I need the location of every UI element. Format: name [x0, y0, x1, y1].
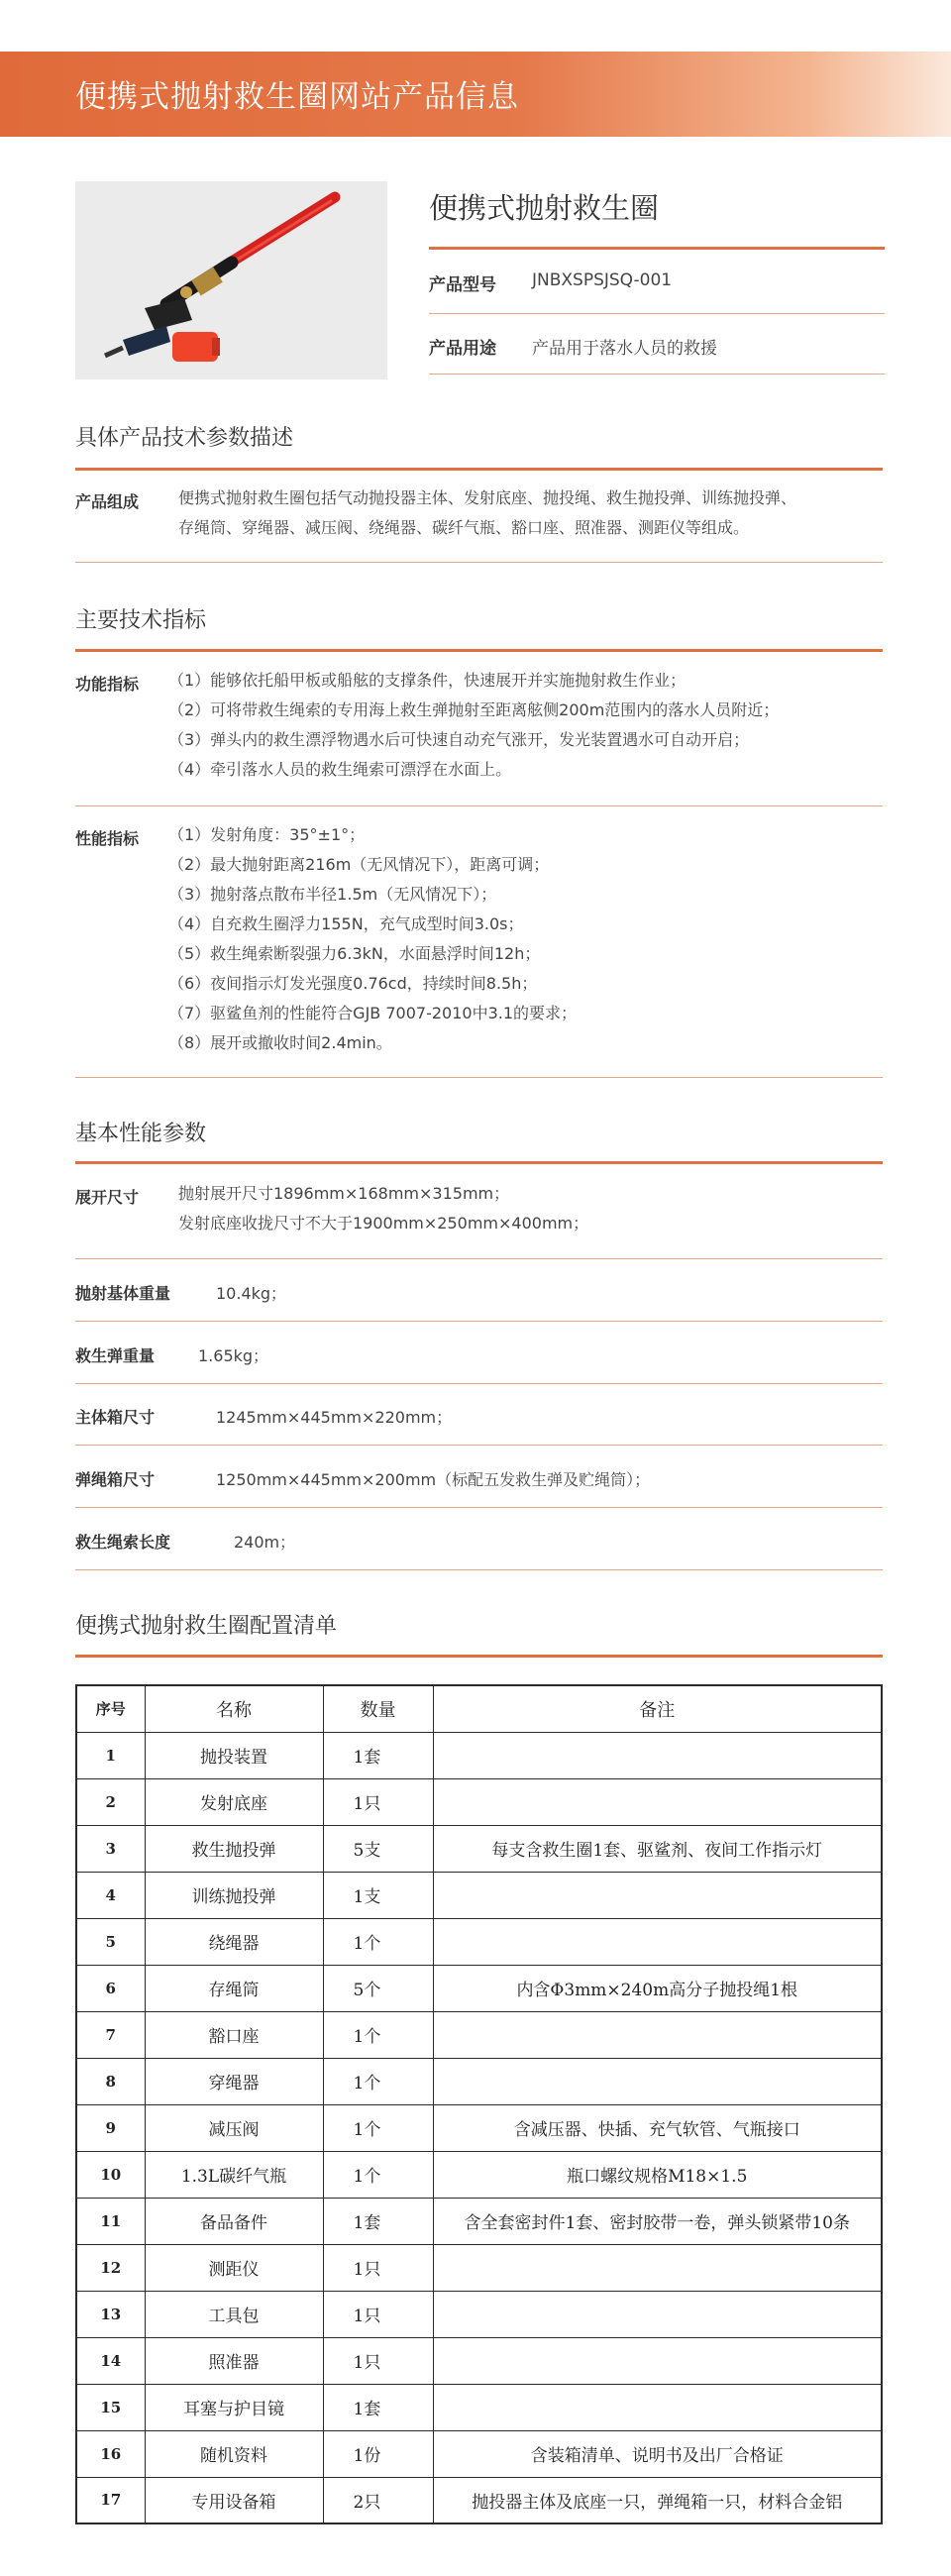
cell-name: 1.3L碳纤气瓶 — [145, 2151, 323, 2198]
product-name: 便携式抛射救生圈 — [429, 191, 660, 225]
section-divider — [75, 649, 883, 652]
performance-label: 性能指标 — [75, 829, 140, 848]
projectile-weight-value: 1.65kg； — [198, 1346, 269, 1365]
table-row — [76, 2104, 882, 2151]
section-divider — [75, 1655, 883, 1658]
composition-line: 便携式抛射救生圈包括气动抛投器主体、发射底座、抛投绳、救生抛投弹、训练抛投弹、 — [178, 488, 797, 507]
cell-name: 训练抛投弹 — [145, 1872, 323, 1918]
cell-name: 存绳筒 — [145, 1965, 323, 2011]
model-label: 产品型号 — [429, 275, 496, 295]
main-box-value: 1245mm×445mm×220mm； — [216, 1408, 453, 1427]
divider — [75, 1258, 883, 1259]
divider — [75, 562, 883, 563]
cell-index: 12 — [76, 2244, 145, 2291]
header-index: 序号 — [76, 1685, 145, 1732]
cell-index: 17 — [76, 2477, 145, 2523]
cell-index: 14 — [76, 2337, 145, 2384]
banner-title: 便携式抛射救生圈网站产品信息 — [75, 79, 519, 115]
cell-name: 照准器 — [145, 2337, 323, 2384]
cell-quantity: 1个 — [323, 2011, 433, 2058]
model-value: JNBXSPSJSQ-001 — [532, 270, 673, 290]
table-header-row — [76, 1685, 882, 1732]
cell-name: 抛投装置 — [145, 1732, 323, 1778]
section-divider — [75, 1161, 883, 1164]
deploy-line: 发射底座收拢尺寸不大于1900mm×250mm×400mm； — [178, 1214, 589, 1233]
table-row — [76, 2430, 882, 2477]
cell-quantity: 5个 — [323, 1965, 433, 2011]
basic-section-title: 基本性能参数 — [75, 1122, 207, 1146]
cell-name: 绕绳器 — [145, 1918, 323, 1965]
cell-name: 救生抛投弹 — [145, 1825, 323, 1872]
cell-remarks — [433, 1732, 882, 1778]
cell-quantity: 1个 — [323, 2151, 433, 2198]
cell-remarks — [433, 2058, 882, 2104]
rope-box-value: 1250mm×445mm×200mm（标配五发救生弹及贮绳筒）； — [216, 1470, 651, 1489]
table-row — [76, 1732, 882, 1778]
header-remarks: 备注 — [433, 1685, 882, 1732]
function-label: 功能指标 — [75, 675, 140, 694]
cell-remarks: 每支含救生圈1套、驱鲨剂、夜间工作指示灯 — [433, 1825, 882, 1872]
section-divider — [75, 468, 883, 471]
config-section-title: 便携式抛射救生圈配置清单 — [75, 1614, 338, 1639]
cell-quantity: 1个 — [323, 2104, 433, 2151]
table-row — [76, 2198, 882, 2244]
rope-length-label: 救生绳索长度 — [75, 1533, 171, 1552]
cell-quantity: 5支 — [323, 1825, 433, 1872]
cell-index: 13 — [76, 2291, 145, 2337]
cell-index: 7 — [76, 2011, 145, 2058]
cell-remarks — [433, 2384, 882, 2430]
cell-name: 工具包 — [145, 2291, 323, 2337]
cell-quantity: 1套 — [323, 2198, 433, 2244]
cell-remarks: 含装箱清单、说明书及出厂合格证 — [433, 2430, 882, 2477]
cell-quantity: 1套 — [323, 2384, 433, 2430]
cell-quantity: 1只 — [323, 2337, 433, 2384]
divider — [429, 374, 885, 375]
performance-item: （1）发射角度：35°±1°； — [168, 825, 366, 844]
cell-index: 9 — [76, 2104, 145, 2151]
function-item: （4）牵引落水人员的救生绳索可漂浮在水面上。 — [168, 760, 512, 779]
cell-name: 减压阀 — [145, 2104, 323, 2151]
cell-name: 耳塞与护目镜 — [145, 2384, 323, 2430]
cell-index: 1 — [76, 1732, 145, 1778]
table-row — [76, 2477, 882, 2523]
use-value: 产品用于落水人员的救援 — [532, 339, 717, 359]
performance-item: （5）救生绳索断裂强力6.3kN，水面悬浮时间12h； — [168, 944, 541, 963]
function-list — [168, 666, 779, 785]
deploy-line: 抛射展开尺寸1896mm×168mm×315mm； — [178, 1184, 510, 1203]
performance-item: （4）自充救生圈浮力155N，充气成型时间3.0s； — [168, 914, 524, 933]
cell-remarks — [433, 1872, 882, 1918]
cell-index: 6 — [76, 1965, 145, 2011]
cell-name: 专用设备箱 — [145, 2477, 323, 2523]
performance-item: （3）抛射落点散布半径1.5m（无风情况下）； — [168, 885, 497, 904]
cell-quantity: 1支 — [323, 1872, 433, 1918]
product-image — [75, 181, 387, 379]
table-row — [76, 1872, 882, 1918]
divider — [75, 1321, 883, 1322]
divider — [75, 1445, 883, 1446]
divider — [429, 313, 885, 314]
composition-line: 存绳筒、穿绳器、减压阀、绕绳器、碳纤气瓶、豁口座、照准器、测距仪等组成。 — [178, 518, 750, 537]
cell-name: 发射底座 — [145, 1778, 323, 1825]
header-quantity: 数量 — [323, 1685, 433, 1732]
table-row — [76, 1825, 882, 1872]
deploy-label: 展开尺寸 — [75, 1188, 140, 1207]
table-row — [76, 1778, 882, 1825]
cell-remarks — [433, 2291, 882, 2337]
rope-box-label: 弹绳箱尺寸 — [75, 1470, 156, 1489]
table-row — [76, 2244, 882, 2291]
cell-remarks — [433, 2011, 882, 2058]
cell-index: 4 — [76, 1872, 145, 1918]
cell-quantity: 1个 — [323, 2058, 433, 2104]
function-item: （2）可将带救生绳索的专用海上救生弹抛射至距离舷侧200m范围内的落水人员附近； — [168, 700, 780, 719]
deploy-text — [178, 1179, 588, 1238]
projectile-weight-label: 救生弹重量 — [75, 1346, 156, 1365]
cell-quantity: 2只 — [323, 2477, 433, 2523]
table-row — [76, 2291, 882, 2337]
cell-index: 16 — [76, 2430, 145, 2477]
performance-item: （7）驱鲨鱼剂的性能符合GJB 7007-2010中3.1的要求； — [168, 1004, 578, 1022]
cell-remarks — [433, 1778, 882, 1825]
cell-index: 2 — [76, 1778, 145, 1825]
cell-name: 备品备件 — [145, 2198, 323, 2244]
cell-remarks — [433, 1918, 882, 1965]
table-row — [76, 2058, 882, 2104]
performance-item: （6）夜间指示灯发光强度0.76cd，持续时间8.5h； — [168, 974, 538, 993]
launcher-illustration — [75, 181, 387, 379]
cell-quantity: 1只 — [323, 1778, 433, 1825]
config-table-body — [76, 1732, 882, 2523]
use-label: 产品用途 — [429, 339, 496, 359]
table-row — [76, 2337, 882, 2384]
cell-name: 豁口座 — [145, 2011, 323, 2058]
config-table — [75, 1684, 883, 2524]
performance-item: （2）最大抛射距离216m（无风情况下），距离可调； — [168, 855, 550, 874]
cell-remarks — [433, 2337, 882, 2384]
tech-section-title: 具体产品技术参数描述 — [75, 426, 294, 451]
divider — [75, 1077, 883, 1078]
divider — [75, 1383, 883, 1384]
title-divider — [429, 247, 885, 250]
table-row — [76, 1918, 882, 1965]
cell-name: 穿绳器 — [145, 2058, 323, 2104]
table-row — [76, 2151, 882, 2198]
cell-remarks: 瓶口螺纹规格M18×1.5 — [433, 2151, 882, 2198]
cell-index: 3 — [76, 1825, 145, 1872]
cell-remarks — [433, 2244, 882, 2291]
base-weight-label: 抛射基体重量 — [75, 1284, 171, 1303]
cell-index: 15 — [76, 2384, 145, 2430]
indicators-section-title: 主要技术指标 — [75, 608, 207, 633]
table-row — [76, 2384, 882, 2430]
cell-quantity: 1个 — [323, 1918, 433, 1965]
performance-item: （8）展开或撤收时间2.4min。 — [168, 1033, 392, 1052]
page-banner — [0, 52, 951, 137]
base-weight-value: 10.4kg； — [216, 1284, 287, 1303]
cell-quantity: 1只 — [323, 2291, 433, 2337]
cell-remarks: 抛投器主体及底座一只，弹绳箱一只，材料合金铝 — [433, 2477, 882, 2523]
function-item: （3）弹头内的救生漂浮物遇水后可快速自动充气涨开，发光装置遇水可自动开启； — [168, 730, 750, 749]
composition-label: 产品组成 — [75, 492, 140, 511]
cell-remarks: 含减压器、快插、充气软管、气瓶接口 — [433, 2104, 882, 2151]
function-item: （1）能够依托船甲板或船舷的支撑条件，快速展开并实施抛射救生作业； — [168, 671, 687, 690]
cell-index: 8 — [76, 2058, 145, 2104]
table-row — [76, 1965, 882, 2011]
cell-quantity: 1份 — [323, 2430, 433, 2477]
composition-text — [178, 483, 796, 543]
cell-index: 10 — [76, 2151, 145, 2198]
cell-name: 随机资料 — [145, 2430, 323, 2477]
cell-remarks: 含全套密封件1套、密封胶带一卷，弹头锁紧带10条 — [433, 2198, 882, 2244]
divider — [75, 1507, 883, 1508]
table-row — [76, 2011, 882, 2058]
cell-name: 测距仪 — [145, 2244, 323, 2291]
cell-quantity: 1套 — [323, 1732, 433, 1778]
cell-quantity: 1只 — [323, 2244, 433, 2291]
header-name: 名称 — [145, 1685, 323, 1732]
rope-length-value: 240m； — [234, 1533, 296, 1552]
main-box-label: 主体箱尺寸 — [75, 1408, 156, 1427]
divider — [75, 1569, 883, 1570]
cell-index: 5 — [76, 1918, 145, 1965]
divider — [75, 805, 883, 806]
cell-index: 11 — [76, 2198, 145, 2244]
performance-list — [168, 820, 577, 1058]
cell-remarks: 内含Φ3mm×240m高分子抛投绳1根 — [433, 1965, 882, 2011]
